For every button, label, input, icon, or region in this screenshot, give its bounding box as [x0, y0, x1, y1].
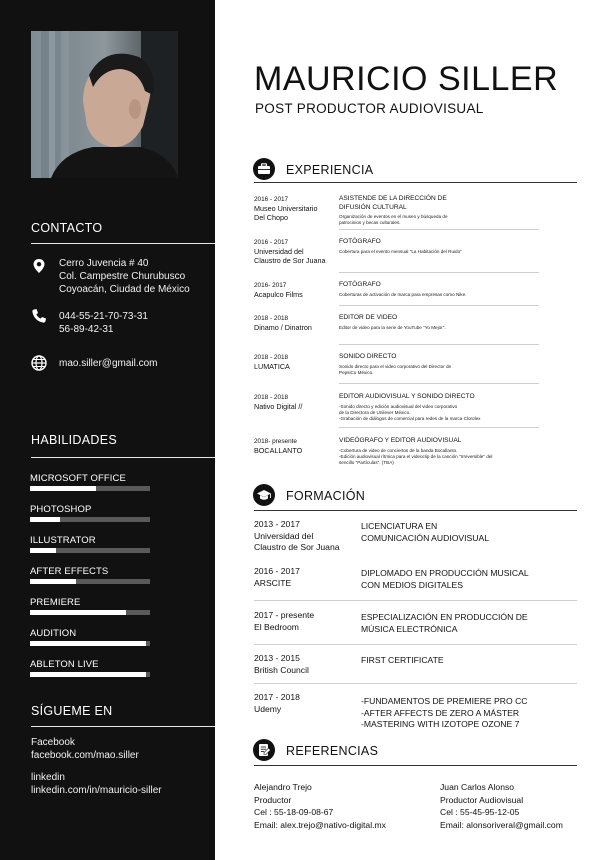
education-divider	[254, 510, 577, 511]
skill-bar	[30, 548, 150, 553]
experience-date: 2018- presente	[254, 438, 297, 445]
address-line-3: Coyoacán, Ciudad de México	[59, 284, 190, 295]
briefcase-icon	[253, 158, 275, 180]
skill-bar	[30, 610, 150, 615]
reference-cel: Cel : 55-18-09-08-67	[254, 807, 334, 817]
education-entry-divider	[254, 683, 577, 684]
contact-divider	[31, 243, 215, 244]
skill-label: AUDITION	[30, 628, 77, 639]
location-pin-icon	[31, 258, 47, 274]
education-degree: FIRST CERTIFICATE	[361, 655, 444, 665]
experience-divider	[254, 182, 577, 183]
education-date-institution: 2017 - presente El Bedroom	[254, 610, 315, 632]
skills-heading: HABILIDADES	[31, 433, 117, 447]
education-date-institution: 2013 - 2015 British Council	[254, 653, 309, 675]
experience-description: -Sonido directo y edición audiovisual del video corporativo de la Directora de Unilever México. -Grabación de diálogos de comercial para redes de la marca Clorolex	[339, 403, 481, 422]
experience-entry	[339, 281, 539, 298]
experience-entry-divider	[339, 229, 539, 230]
experience-entry-divider	[339, 272, 539, 273]
experience-description: -Cobertura de video de conciertos de la banda Bocallanto. -Edición audiovisual rítmica para el videoclip de la canción "Irreversible" del sencillo "Partículas". (TBA)	[339, 447, 493, 466]
skill-bar-fill	[30, 486, 96, 491]
experience-description: Organización de eventos en el museo y búsqueda de patrocinios y becas culturales.	[339, 214, 448, 226]
education-degree: ESPECIALIZACIÓN EN PRODUCCIÓN DE MÚSICA ELECTRÓNICA	[361, 612, 528, 634]
skills-divider	[31, 457, 215, 458]
address-block	[59, 257, 190, 296]
facebook-block	[31, 736, 139, 762]
linkedin-link[interactable]: linkedin.com/in/mauricio-siller	[31, 785, 162, 796]
experience-title: EDITOR DE VIDEO	[339, 314, 398, 321]
experience-description: Coberturas de activación de marca para empresas como Nike.	[339, 291, 467, 297]
document-pen-icon	[253, 739, 275, 761]
experience-entry	[339, 393, 539, 423]
experience-entry	[339, 195, 539, 227]
experience-place: LUMATICA	[254, 362, 290, 371]
person-name: MAURICIO SILLER	[254, 60, 559, 98]
follow-divider	[31, 726, 215, 727]
experience-description: Editor de video para la serie de YouTube "Yo Mejor".	[339, 324, 446, 330]
address-line-2: Col. Campestre Churubusco	[59, 271, 186, 282]
reference-role: Productor	[254, 794, 292, 805]
experience-heading: EXPERIENCIA	[286, 163, 374, 177]
reference-email[interactable]: Email: alex.trejo@nativo-digital.mx	[254, 819, 386, 830]
education-date-institution: 2013 - 2017 Universidad del Claustro de Sor Juana	[254, 519, 340, 552]
skill-bar-fill	[30, 517, 60, 522]
reference-email[interactable]: Email: alonsoriveral@gmail.com	[440, 819, 563, 830]
experience-title: VIDEÓGRAFO Y EDITOR AUDIOVISUAL	[339, 437, 462, 444]
references-divider	[254, 765, 577, 766]
facebook-link[interactable]: facebook.com/mao.siller	[31, 750, 139, 761]
experience-title: FOTÓGRAFO	[339, 238, 381, 245]
linkedin-block	[31, 771, 162, 797]
experience-date-place	[254, 314, 312, 332]
references-heading: REFERENCIAS	[286, 744, 379, 758]
email-link[interactable]: mao.siller@gmail.com	[59, 358, 158, 369]
education-date-institution: 2017 - 2018 Udemy	[254, 692, 300, 714]
experience-entry-divider	[339, 344, 539, 345]
experience-title: ASISTENDE DE LA DIRECCIÓN DE DIFUSIÓN CULTURAL	[339, 195, 447, 211]
reference-name: Alejandro Trejo	[254, 782, 312, 792]
skill-label: PREMIERE	[30, 597, 81, 608]
education-degree: DIPLOMADO EN PRODUCCIÓN MUSICAL CON MEDIOS DIGITALES	[361, 568, 529, 590]
linkedin-label: linkedin	[31, 772, 65, 783]
experience-description: Cobertura para el evento mensual "La Habitación del Ruido"	[339, 248, 462, 254]
person-role: POST PRODUCTOR AUDIOVISUAL	[255, 101, 484, 116]
experience-place: Acapulco Films	[254, 290, 303, 299]
experience-entry	[339, 437, 539, 467]
experience-entry	[339, 238, 539, 255]
skill-label: ILLUSTRATOR	[30, 535, 96, 546]
phones-block	[59, 310, 148, 336]
contact-heading: CONTACTO	[31, 221, 103, 235]
experience-title: SONIDO DIRECTO	[339, 353, 397, 360]
skill-bar-fill	[30, 641, 146, 646]
experience-place: Nativo Digital //	[254, 402, 303, 411]
experience-entry	[339, 314, 539, 331]
profile-photo	[31, 31, 178, 178]
follow-heading: SÍGUEME EN	[31, 704, 113, 718]
experience-place: Universidad del Claustro de Sor Juana	[254, 247, 326, 265]
skill-bar	[30, 486, 150, 491]
experience-date-place	[254, 238, 326, 265]
reference-1	[254, 781, 386, 831]
education-entry-divider	[254, 600, 577, 601]
skill-label: MICROSOFT OFFICE	[30, 473, 126, 484]
skill-bar-fill	[30, 610, 126, 615]
education-entry-divider	[254, 644, 577, 645]
skill-label: PHOTOSHOP	[30, 504, 92, 515]
skill-bar	[30, 672, 150, 677]
experience-place: BOCALLANTO	[254, 446, 303, 455]
education-degree: LICENCIATURA EN COMUNICACIÓN AUDIOVISUAL	[361, 521, 489, 543]
experience-entry-divider	[339, 383, 539, 384]
experience-date-place	[254, 281, 303, 299]
experience-date: 2018 - 2018	[254, 354, 289, 361]
skill-bar	[30, 641, 150, 646]
experience-place: Dinamo / Dinatron	[254, 323, 312, 332]
skill-bar-fill	[30, 579, 76, 584]
reference-2	[440, 781, 563, 831]
globe-icon	[31, 355, 47, 371]
profile-photo-illustration	[31, 31, 178, 178]
education-date-institution: 2016 - 2017 ARSCITE	[254, 566, 300, 588]
experience-description: Sonido directo para el video corporativo del Director de PepsiCo México.	[339, 363, 452, 375]
sidebar	[0, 0, 215, 860]
experience-date: 2016- 2017	[254, 282, 287, 289]
experience-date: 2018 - 2018	[254, 315, 289, 322]
experience-title: FOTÓGRAFO	[339, 281, 381, 288]
education-degree: -FUNDAMENTOS DE PREMIERE PRO CC -AFTER AFFECTS DE ZERO A MÁSTER -MASTERING WITH IZOTOPE OZONE 7	[361, 696, 528, 729]
experience-date-place	[254, 437, 302, 455]
experience-date: 2016 - 2017	[254, 196, 289, 203]
skill-bar-fill	[30, 548, 56, 553]
experience-date-place	[254, 353, 290, 371]
experience-date-place	[254, 195, 318, 222]
experience-entry-divider	[339, 305, 539, 306]
phone-mobile: 044-55-21-70-73-31	[59, 311, 148, 322]
experience-entry-divider	[339, 427, 539, 428]
facebook-label: Facebook	[31, 737, 75, 748]
experience-entry	[339, 353, 539, 376]
graduation-cap-icon	[253, 484, 275, 506]
address-line-1: Cerro Juvencia # 40	[59, 258, 149, 269]
skill-bar	[30, 517, 150, 522]
skill-bar	[30, 579, 150, 584]
reference-cel: Cel : 55-45-95-12-05	[440, 807, 520, 817]
skill-label: ABLETON LIVE	[30, 659, 99, 670]
experience-date-place	[254, 393, 302, 411]
experience-date: 2016 - 2017	[254, 239, 289, 246]
experience-place: Museo Universitario Del Chopo	[254, 204, 318, 222]
education-heading: FORMACIÓN	[286, 489, 366, 503]
phone-home: 56-89-42-31	[59, 324, 114, 335]
reference-name: Juan Carlos Alonso	[440, 782, 515, 792]
experience-date: 2018 - 2018	[254, 394, 289, 401]
phone-icon	[31, 308, 47, 324]
skill-label: AFTER EFFECTS	[30, 566, 109, 577]
reference-role: Productor Audiovisual	[440, 794, 524, 805]
skill-bar-fill	[30, 672, 146, 677]
experience-title: EDITOR AUDIOVISUAL Y SONIDO DIRECTO	[339, 393, 475, 400]
